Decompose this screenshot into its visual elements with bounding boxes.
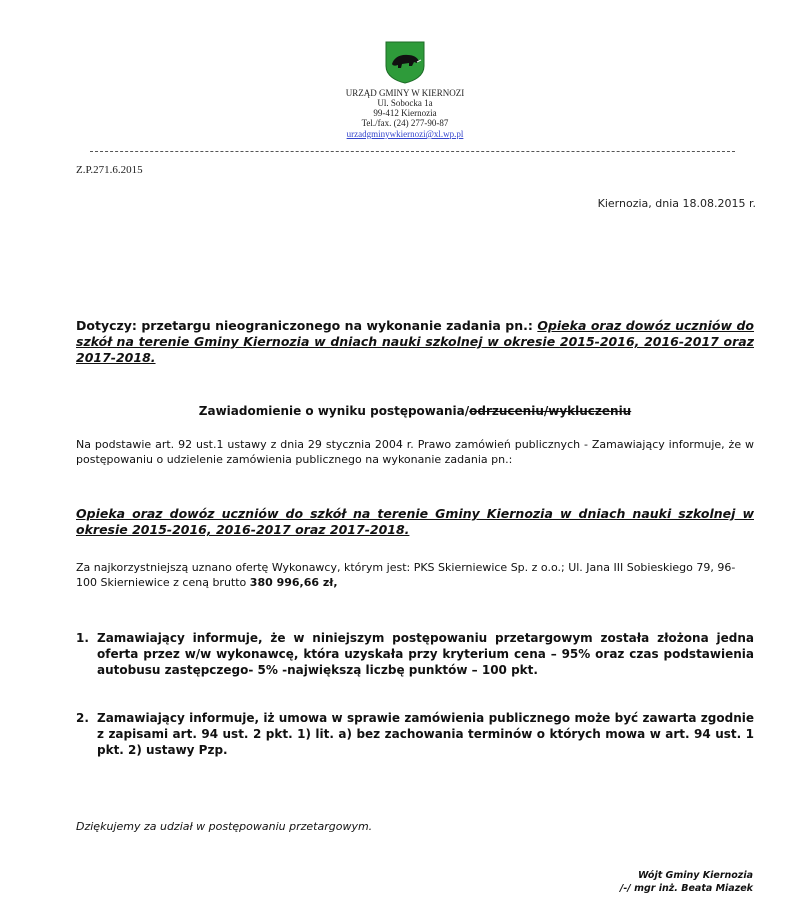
office-phone: Tel./fax. (24) 277-90-87 — [361, 118, 449, 128]
list-item-text: Zamawiający informuje, że w niniejszym postępowaniu przetargowym została złożona jedna oferta przez w/w wykonawcę, która uzyskała przy kryterium cena – 95% oraz czas podstawienia autobusu zastępczego- 5% -największą liczbę punktów – 100 pkt. — [97, 631, 754, 677]
list-item-number: 1. — [76, 631, 89, 645]
subject-task: Opieka oraz dowóz uczniów do szkół na terenie Gminy Kiernozia w dniach nauki szkolnej w okresie 2015-2016, 2016-2017 oraz 2017-2018. — [76, 318, 755, 365]
list-item-text: Zamawiający informuje, iż umowa w sprawie zamówienia publicznego może być zawarta zgodnie z zapisami art. 94 ust. 2 pkt. 1) lit. a) bez zachowania terminów o których mowa w art. 94 ust. 1 pkt. 2) ustawy Pzp. — [97, 711, 754, 757]
boar-crest-icon — [384, 40, 426, 84]
list-item — [76, 710, 754, 758]
winner-paragraph — [76, 560, 754, 590]
signature-title: Wójt Gminy Kiernozia — [637, 870, 753, 881]
office-street: Ul. Sobocka 1a — [377, 98, 433, 108]
notice-title-struck: odrzuceniu/wykluczeniu — [469, 404, 632, 418]
list-item-number: 2. — [76, 711, 89, 725]
office-name: URZĄD GMINY W KIERNOZI — [345, 88, 465, 98]
winner-price: 380 996,66 zł — [249, 576, 334, 589]
subject-prefix: Dotyczy: przetargu nieograniczonego na wykonanie zadania pn.: — [76, 318, 538, 333]
signature-name: /-/ mgr inż. Beata Miazek — [619, 883, 753, 894]
list-item — [76, 630, 754, 678]
thanks-line: Dziękujemy za udział w postępowaniu przetargowym. — [76, 820, 373, 833]
reference-number: Z.P.271.6.2015 — [76, 164, 143, 176]
date-line: Kiernozia, dnia 18.08.2015 r. — [597, 197, 756, 210]
winner-text: Za najkorzystniejszą uznano ofertę Wykonawcy, którym jest: PKS Skierniewice Sp. z o.o.; Ul. Jana III Sobieskiego 79, 96-100 Skierniewice z ceną brutto — [76, 561, 736, 589]
subject-line — [76, 318, 754, 366]
office-postal: 99-412 Kiernozia — [373, 108, 437, 118]
header-divider — [90, 151, 735, 152]
legal-basis-paragraph: Na podstawie art. 92 ust.1 ustawy z dnia 29 stycznia 2004 r. Prawo zamówień publicznych - Zamawiający informuje, że w postępowaniu o udzielenie zamówienia publicznego na wykonanie zadania pn.: — [76, 438, 754, 466]
office-email-link[interactable]: urzadgminywkiernozi@xl.wp.pl — [346, 129, 464, 139]
task-name: Opieka oraz dowóz uczniów do szkół na terenie Gminy Kiernozia w dniach nauki szkolnej w okresie 2015-2016, 2016-2017 oraz 2017-2018. — [76, 506, 754, 537]
notice-title — [76, 404, 754, 418]
notice-title-text: Zawiadomienie o wyniku postępowania/ — [198, 404, 470, 418]
winner-suffix: , — [333, 576, 338, 589]
